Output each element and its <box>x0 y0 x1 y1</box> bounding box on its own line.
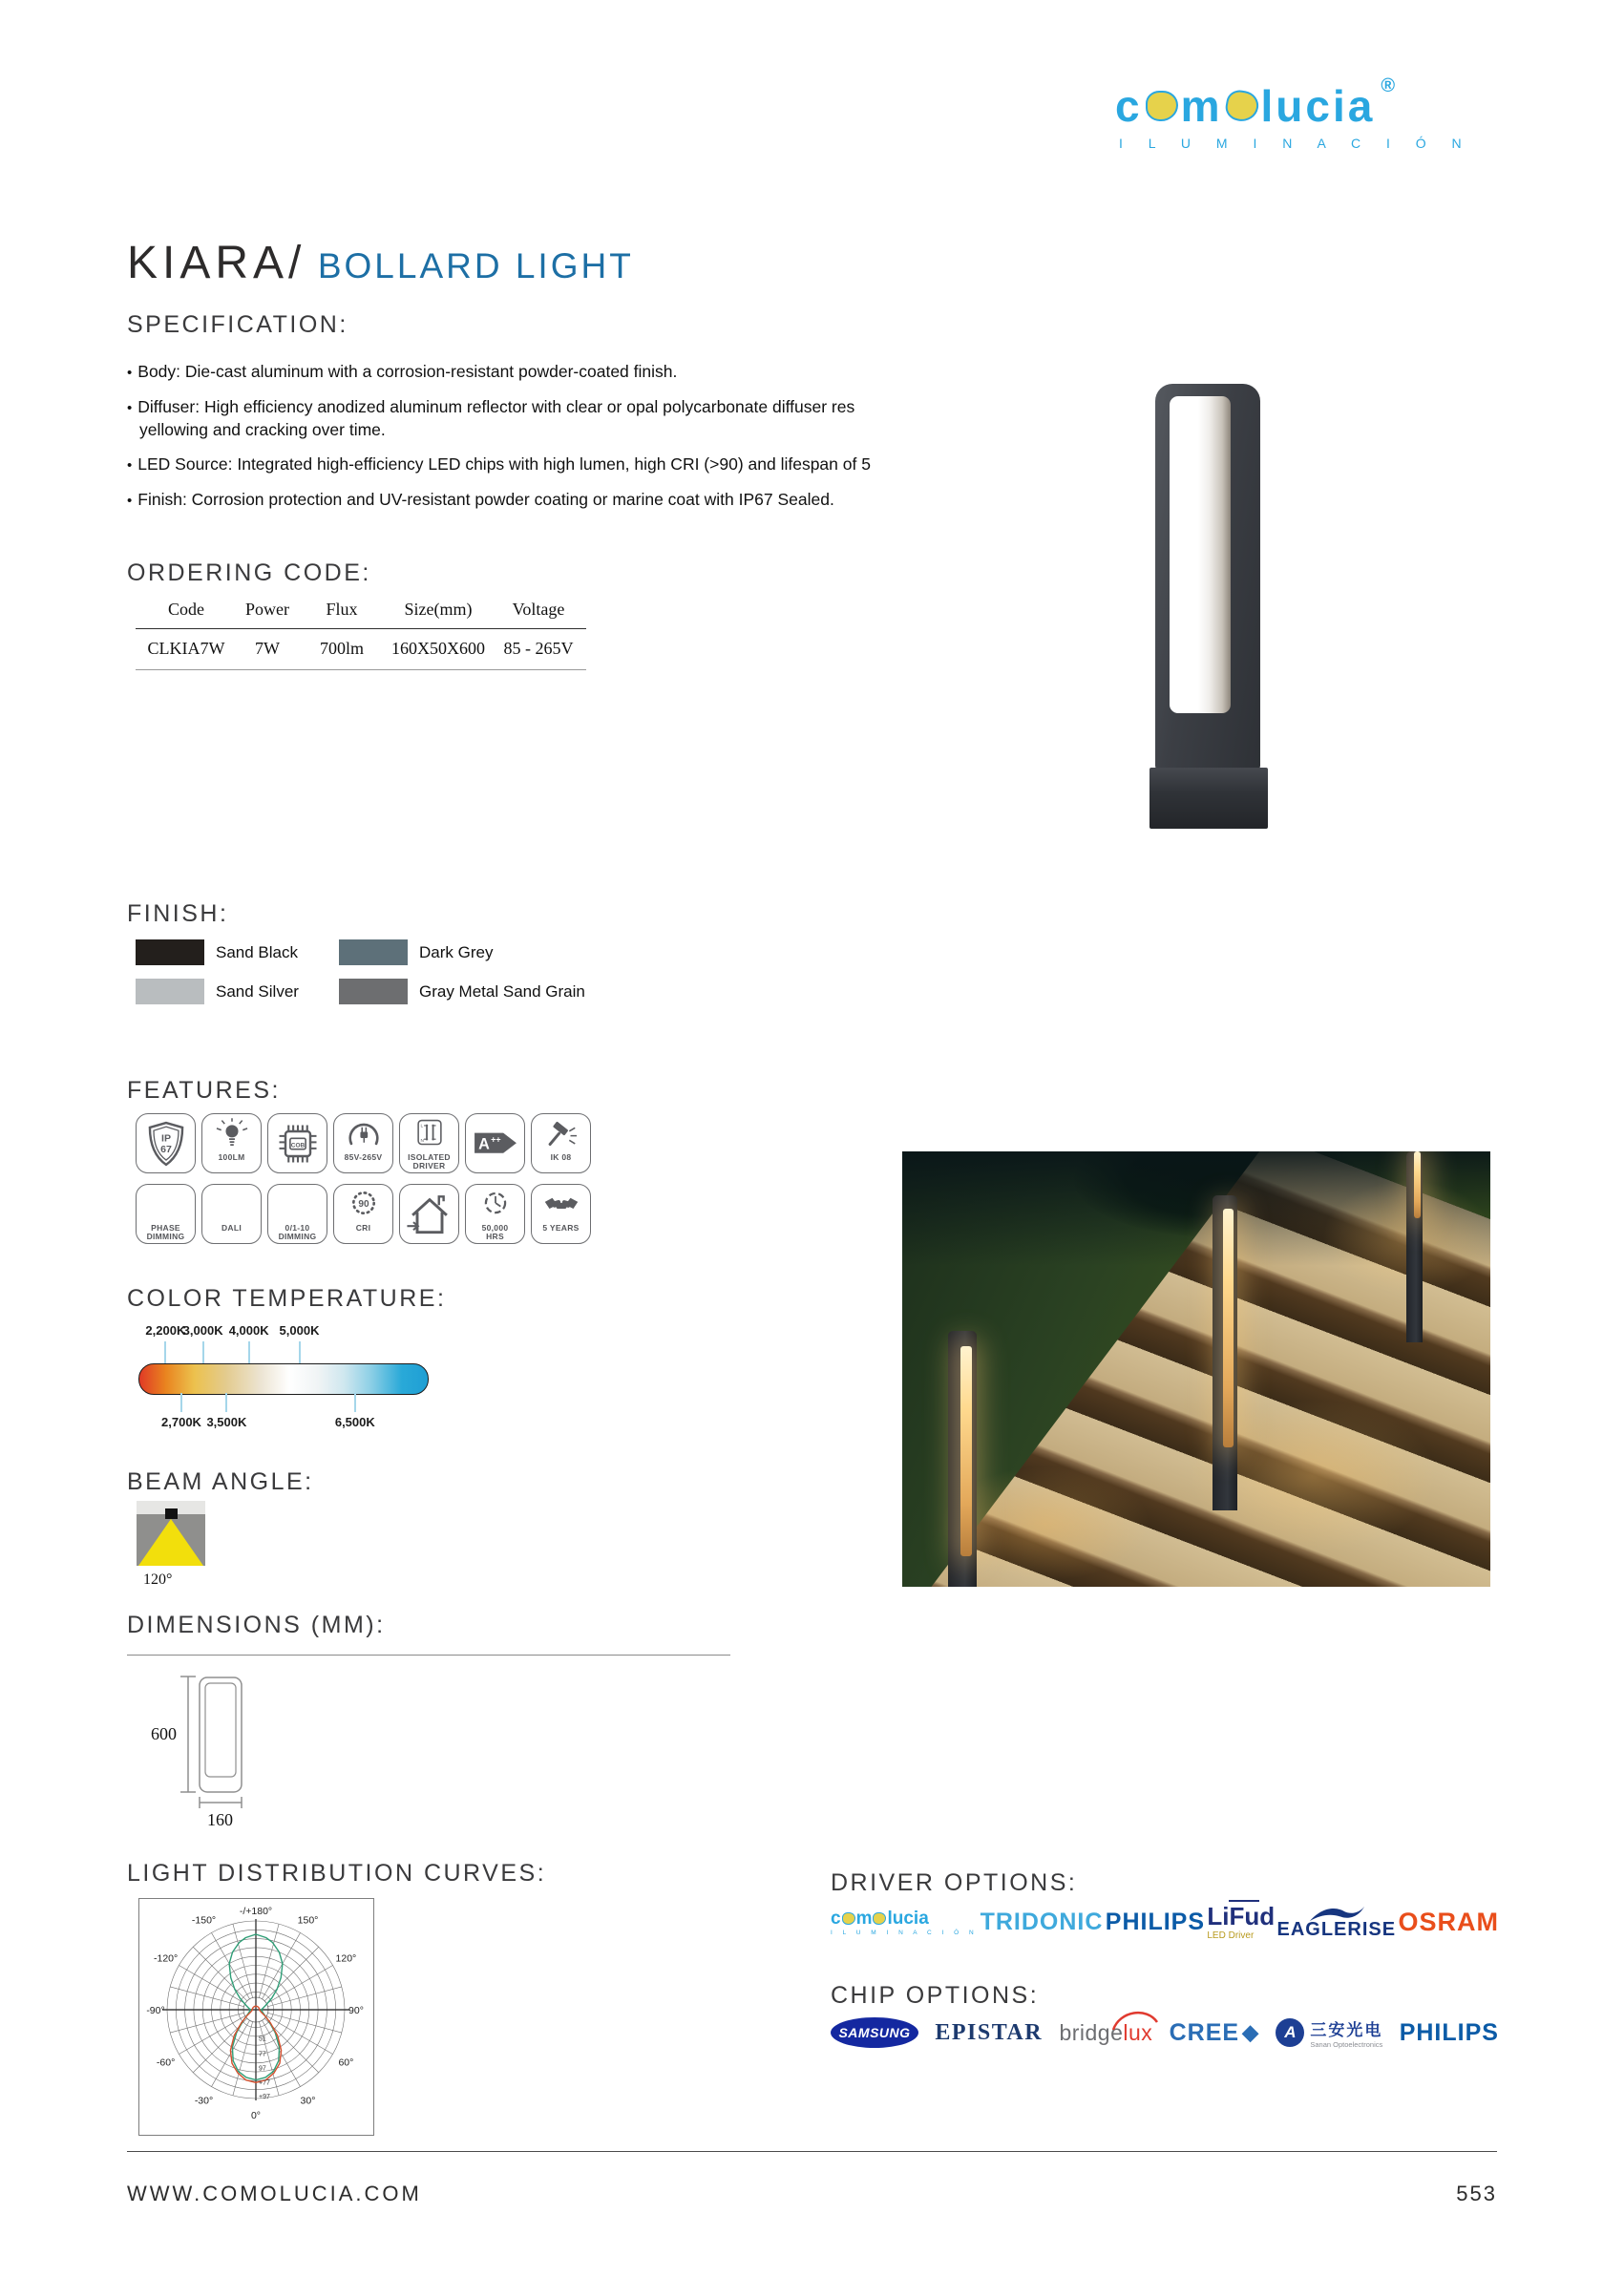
philips-logo: PHILIPS <box>1105 1909 1206 1935</box>
website-url: WWW.COMOLUCIA.COM <box>127 2182 422 2205</box>
bulb-icon <box>214 1114 250 1153</box>
spec-line: • Body: Die-cast aluminum with a corrosion-resistant powder-coated finish. <box>127 362 678 381</box>
column-header: Flux <box>326 600 358 619</box>
color-swatch <box>339 979 408 1004</box>
finish-swatch-item <box>136 939 298 965</box>
page-number: 553 <box>1456 2182 1497 2205</box>
column-header: Code <box>168 600 204 619</box>
epistar-logo: EPISTAR <box>935 2019 1044 2045</box>
lifud-logo: LiFud LED Driver <box>1207 1902 1276 1941</box>
table-cell: 700lm <box>319 639 364 658</box>
outdoor-house-tile <box>399 1184 459 1244</box>
svg-text:-60°: -60° <box>156 2057 176 2069</box>
product-category: BOLLARD LIGHT <box>317 246 634 285</box>
voltage-plug-icon <box>346 1114 382 1153</box>
cri-90-icon <box>346 1185 382 1224</box>
brand-wordmark <box>1115 75 1535 131</box>
ct-label-top: 4,000K <box>228 1323 269 1338</box>
polar-chart <box>139 1899 372 2134</box>
osram-logo: OSRAM <box>1398 1908 1499 1936</box>
feature-label: IK 08 <box>550 1152 572 1162</box>
svg-text:N: N <box>420 1139 424 1145</box>
ldc-heading: LIGHT DISTRIBUTION CURVES: <box>127 1860 547 1887</box>
product-name: KIARA/ <box>127 238 306 288</box>
feature-label: 100LM <box>218 1152 245 1162</box>
svg-text:67: 67 <box>159 1143 172 1155</box>
svg-text:A: A <box>477 1135 490 1153</box>
bollard-light <box>948 1331 977 1587</box>
svg-text:-150°: -150° <box>191 1914 217 1927</box>
ct-tick <box>248 1341 250 1363</box>
samsung-logo <box>831 2017 918 2048</box>
table-cell: 85 - 265V <box>503 639 574 658</box>
color-swatch <box>136 979 204 1004</box>
brand-letter: c <box>1115 81 1143 131</box>
ct-tick <box>202 1341 204 1363</box>
table-header-row <box>136 600 586 629</box>
color-temperature-heading: COLOR TEMPERATURE: <box>127 1285 447 1312</box>
color-swatch <box>339 939 408 965</box>
svg-text:-90°: -90° <box>146 2005 165 2016</box>
triangle-o-icon <box>1146 91 1178 121</box>
swatch-label: Dark Grey <box>419 942 494 961</box>
ordering-code-heading: ORDERING CODE: <box>127 559 371 586</box>
spec-bullet <box>127 361 1101 384</box>
registered-mark: ® <box>1381 75 1399 96</box>
isolated-driver-icon <box>411 1114 448 1153</box>
page-title <box>127 237 634 289</box>
spec-bullet <box>127 489 1101 512</box>
svg-text:COB: COB <box>290 1142 305 1150</box>
chip-logos-row <box>831 2016 1499 2049</box>
spec-line: • LED Source: Integrated high-efficiency LED chips with high lumen, high CRI (>90) and lifespan of 5 <box>127 454 871 474</box>
ik08-hammer-icon <box>543 1114 580 1153</box>
dali-dial-tile <box>201 1184 262 1244</box>
svg-text:-30°: -30° <box>194 2095 214 2107</box>
brand-letter: lucia <box>1260 81 1376 131</box>
triangle-o-icon <box>842 1912 855 1925</box>
table-row <box>136 629 586 670</box>
warranty-handshake-icon <box>543 1185 580 1224</box>
table-cell: CLKIA7W <box>147 639 225 658</box>
svg-text:L: L <box>420 1124 423 1129</box>
bollard-light <box>1213 1195 1237 1510</box>
swatch-label: Gray Metal Sand Grain <box>419 981 585 1001</box>
comolucia-driver-logo: c m lucia I L U M I N A C I Ó N <box>831 1908 979 1936</box>
svg-text:60°: 60° <box>338 2057 354 2069</box>
chip-options-heading: CHIP OPTIONS: <box>831 1982 1040 2009</box>
ct-label-bottom: 2,700K <box>161 1415 201 1429</box>
column-header: Power <box>245 600 289 619</box>
product-photo <box>1077 355 1470 856</box>
ip67-shield-icon <box>141 1114 191 1169</box>
triangle-o-icon <box>1223 88 1260 123</box>
philips-logo: PHILIPS <box>1399 2018 1499 2046</box>
svg-text:0°: 0° <box>250 2110 262 2121</box>
ct-tick <box>225 1393 227 1412</box>
spec-bullet <box>127 453 1101 476</box>
spec-bullet <box>127 396 1101 441</box>
cri-90-tile <box>333 1184 393 1244</box>
sanan-monogram-icon: A <box>1276 2018 1304 2047</box>
svg-text:90°: 90° <box>348 2005 364 2016</box>
ct-label-top: 3,000K <box>182 1323 223 1338</box>
fixture-icon <box>165 1508 178 1519</box>
color-swatch <box>136 939 204 965</box>
feature-label: 50,000 HRS <box>481 1223 509 1242</box>
outdoor-house-icon <box>405 1185 454 1239</box>
ct-label-top: 5,000K <box>279 1323 320 1338</box>
warranty-handshake-tile <box>531 1184 591 1244</box>
application-photo <box>902 1151 1490 1587</box>
ordering-code-table <box>136 600 586 670</box>
ct-label-bottom: 6,500K <box>334 1415 375 1429</box>
footer-divider <box>127 2151 1497 2152</box>
driver-options-heading: DRIVER OPTIONS: <box>831 1869 1078 1896</box>
divider <box>127 1655 730 1656</box>
width-dimension: 160 <box>207 1810 233 1829</box>
dali-dial-icon <box>214 1185 250 1224</box>
svg-text:IP: IP <box>160 1132 171 1145</box>
dimensions-heading: DIMENSIONS (MM): <box>127 1612 386 1638</box>
ct-label-bottom: 3,500K <box>206 1415 247 1429</box>
ct-tick <box>164 1341 166 1363</box>
svg-text:150°: 150° <box>297 1914 319 1927</box>
feature-label: 0/1-10 DIMMING <box>278 1223 317 1242</box>
bridgelux-arc-icon <box>1110 2007 1160 2032</box>
svg-text:120°: 120° <box>335 1952 357 1965</box>
svg-text:51: 51 <box>259 2035 266 2043</box>
cob-chip-tile <box>267 1113 327 1173</box>
svg-text:++: ++ <box>490 1134 501 1145</box>
0-1-10-dimming-dial-tile <box>267 1184 327 1244</box>
svg-text:97: 97 <box>259 2065 266 2073</box>
specification-list <box>127 361 1101 524</box>
bullet-dot: • <box>127 400 133 416</box>
brand-letter: m <box>1180 81 1223 131</box>
bullet-dot: • <box>127 493 133 509</box>
bollard-opening <box>1170 396 1231 713</box>
beam-angle-icon <box>137 1501 205 1566</box>
ik08-hammer-tile <box>531 1113 591 1173</box>
0-1-10-dimming-dial-icon <box>280 1185 316 1224</box>
bulb-tile <box>201 1113 262 1173</box>
spec-line: • Diffuser: High efficiency anodized aluminum reflector with clear or opal polycarbonate diffuser res <box>127 397 855 416</box>
isolated-driver-tile <box>399 1113 459 1173</box>
feature-label: PHASE DIMMING <box>146 1223 185 1242</box>
svg-text:+97: +97 <box>259 2094 270 2101</box>
svg-text:90: 90 <box>357 1199 369 1211</box>
swatch-label: Sand Silver <box>216 981 299 1001</box>
sanan-logo: A 三安光电 Sanan Optoelectronics <box>1276 2016 1382 2049</box>
cree-diamond-icon: ◆ <box>1242 2020 1260 2044</box>
table-cell: 7W <box>255 639 280 658</box>
cree-logo: CREE ◆ <box>1169 2018 1260 2046</box>
table-cell: 160X50X600 <box>391 639 485 658</box>
light-cone-icon <box>138 1519 203 1566</box>
beam-angle-value: 120° <box>143 1571 173 1588</box>
bollard-frame <box>1155 384 1260 770</box>
color-temperature-bar <box>138 1363 429 1395</box>
ct-tick <box>180 1393 182 1412</box>
svg-text:+77: +77 <box>259 2079 270 2087</box>
phase-dimming-dial-icon <box>148 1185 184 1224</box>
samsung-ellipse: SAMSUNG <box>831 2017 918 2048</box>
lifetime-clock-icon <box>477 1185 514 1224</box>
swatch-label: Sand Black <box>216 942 298 961</box>
beam-angle-heading: BEAM ANGLE: <box>127 1468 314 1495</box>
bullet-dot: • <box>127 457 133 474</box>
feature-label: CRI <box>355 1223 371 1233</box>
spec-line: • Finish: Corrosion protection and UV-resistant powder coating or marine coat with IP67 Sealed. <box>127 490 834 509</box>
driver-logos-row <box>831 1904 1499 1941</box>
energy-class-tile <box>465 1113 525 1173</box>
svg-text:77: 77 <box>259 2051 266 2058</box>
light-distribution-chart <box>138 1898 374 2136</box>
dimension-drawing <box>132 1667 285 1839</box>
feature-label: 5 YEARS <box>542 1223 580 1233</box>
ct-tick <box>354 1393 356 1412</box>
finish-swatch-item <box>136 979 299 1004</box>
eaglerise-logo: EAGLERISE <box>1277 1904 1397 1941</box>
svg-text:30°: 30° <box>300 2095 316 2107</box>
bollard-light <box>1406 1151 1423 1342</box>
energy-class-icon <box>471 1114 520 1169</box>
finish-swatch-item <box>339 979 585 1004</box>
svg-text:-/+180°: -/+180° <box>239 1906 273 1917</box>
triangle-o-icon <box>873 1912 886 1925</box>
feature-label: 85V-265V <box>344 1152 383 1162</box>
height-dimension: 600 <box>151 1724 177 1743</box>
cob-chip-icon <box>273 1114 323 1169</box>
column-header: Voltage <box>512 600 565 619</box>
svg-text:-120°: -120° <box>153 1952 179 1965</box>
finish-swatch-item <box>339 939 493 965</box>
lifetime-clock-tile <box>465 1184 525 1244</box>
ct-label-top: 2,200K <box>145 1323 186 1338</box>
tridonic-logo: TRIDONIC <box>980 1909 1104 1935</box>
brand-subtitle: I L U M I N A C I Ó N <box>1119 136 1473 151</box>
voltage-plug-tile <box>333 1113 393 1173</box>
bridgelux-logo: bridgelux <box>1059 2020 1152 2046</box>
spec-line: yellowing and cracking over time. <box>139 420 386 439</box>
feature-label: DALI <box>221 1223 243 1233</box>
ct-tick <box>299 1341 301 1363</box>
specification-heading: SPECIFICATION: <box>127 311 348 338</box>
phase-dimming-dial-tile <box>136 1184 196 1244</box>
feature-label: ISOLATED DRIVER <box>408 1152 451 1171</box>
column-header: Size(mm) <box>404 600 473 619</box>
bullet-dot: • <box>127 365 133 381</box>
ip67-shield-tile <box>136 1113 196 1173</box>
features-heading: FEATURES: <box>127 1077 281 1104</box>
finish-heading: FINISH: <box>127 900 229 927</box>
bollard-base <box>1149 768 1268 829</box>
comolucia-logo <box>1115 75 1535 151</box>
